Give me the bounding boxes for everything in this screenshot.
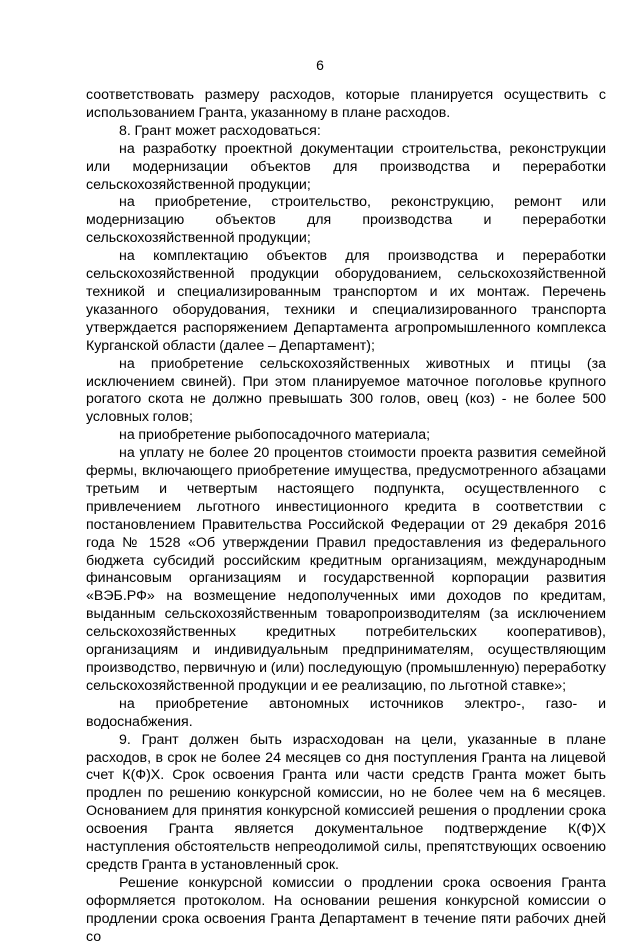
commission-decision-paragraph: Решение конкурсной комиссии о продлении срока освоения Гранта оформляется протоколом. На основании решения конкурсной комиссии о продлении срока освоения Гранта Департамент в течение пяти рабочих дней со xyxy=(86,874,606,945)
document-body xyxy=(86,87,606,947)
paragraph-continuation: соответствовать размеру расходов, которые планируется осуществить с использованием Гранта, указанному в плане расходов. xyxy=(86,87,606,121)
clause-8-item-livestock: на приобретение сельскохозяйственных животных и птицы (за исключением свиней). При этом планируемое маточное поголовье крупного рогатого скота не должно превышать 300 голов, овец (коз) - не более 500 условных голов; xyxy=(86,355,606,426)
clause-8-item-design-docs: на разработку проектной документации строительства, реконструкции или модернизации объектов для производства и переработки сельскохозяйственной продукции; xyxy=(86,140,606,193)
clause-8-item-utilities: на приобретение автономных источников электро-, газо- и водоснабжения. xyxy=(86,695,606,730)
clause-8-item-credit-payment: на уплату не более 20 процентов стоимости проекта развития семейной фермы, включающего приобретение имущества, предусмотренного абзацами третьим и четвертым настоящего подпункта, осуществленного с привлечением льготного инвестиционного кредита в соответствии с постановлением Правительства Российской Федерации от 29 декабря 2016 года № 1528 «Об утверждении Правил предоставления из федерального бюджета субсидий российским кредитным организациям, международным финансовым организациям и государственной корпорации развития «ВЭБ.РФ» на возмещение недополученных ими доходов по кредитам, выданным сельскохозяйственным товаропроизводителям (за исключением сельскохозяйственных кредитных потребительских кооперативов), организациям и индивидуальным предпринимателям, осуществляющим производство, первичную и (или) последующую (промышленную) переработку сельскохозяйственной продукции и ее реализацию, по льготной ставке»; xyxy=(86,445,606,694)
clause-8-heading: 8. Грант может расходоваться: xyxy=(119,122,321,139)
clause-9-paragraph: 9. Грант должен быть израсходован на цели, указанные в плане расходов, в срок не более 24 месяцев со дня поступления Гранта на лицевой счет К(Ф)Х. Срок освоения Гранта или части средств Гранта может быть продлен по решению конкурсной комиссии, но не более чем на 6 месяцев. Основанием для принятия конкурсной комиссией решения о продлении срока освоения Гранта является документальное подтверждение К(Ф)Х наступления обстоятельств непреодолимой силы, препятствующих освоению средств Гранта в установленный срок. xyxy=(86,731,606,873)
clause-8-item-equipment: на комплектацию объектов для производства и переработки сельскохозяйственной продукции оборудованием, сельскохозяйственной техникой и специализированным транспортом и их монтаж. Перечень указанного оборудования, техники и специализированного транспорта утверждается распоряжением Департамента агропромышленного комплекса Курганской области (далее – Департамент); xyxy=(86,248,606,354)
clause-8-item-construction: на приобретение, строительство, реконструкцию, ремонт или модернизацию объектов для производства и переработки сельскохозяйственной продукции; xyxy=(86,194,606,247)
page-number: 6 xyxy=(316,57,324,73)
clause-8-item-fish-stock: на приобретение рыбопосадочного материала; xyxy=(119,427,431,444)
